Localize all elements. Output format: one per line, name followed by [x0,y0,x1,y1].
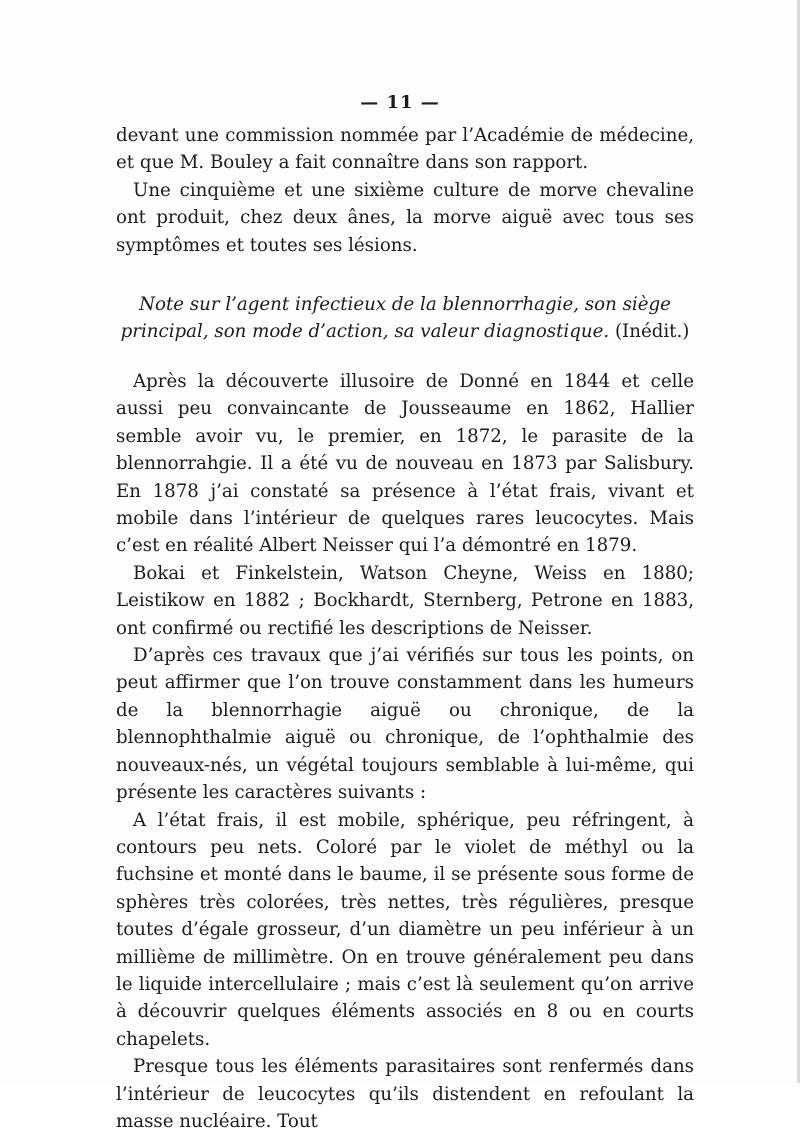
paragraph-discovery-history: Après la découverte illusoire de Donné en 1844 et celle aussi peu convaincante de Jousseaume en 1862, Hallier semble avoir vu, le premier, en 1872, le parasite de la blennorrahgie. Il a été vu de nouveau en 1873 par Salisbury. En 1878 j’ai constaté sa présence à l’état frais, vivant et mobile dans l’intérieur de quelques rares leucocytes. Mais c’est en réalité Albert Neisser qui l’a démontré en 1879. [116,371,694,557]
heading-title: Note sur l’agent infectieux de la blennorrhagie, son siège principal, son mode d’action, sa valeur diagnostique. [120,294,671,343]
paragraph-findings: D’après ces travaux que j’ai vérifiés sur tous les points, on peut affirmer que l’on trouve constamment dans les humeurs de la blennorrhagie aiguë ou chronique, de la blennophthalmie aiguë ou chronique, de l’ophthalmie des nouveaux-nés, un végétal toujours semblable à lui-même, qui présente les caractères suivants : [116,645,694,804]
body-text-block [116,368,694,1135]
section-heading [116,291,694,346]
top-text-block [116,122,694,259]
paragraph-confirmations: Bokai et Finkelstein, Watson Cheyne, Weiss en 1880; Leistikow en 1882 ; Bockhardt, Sternberg, Petrone en 1883, ont confirmé ou rectifié les descriptions de Neisser. [116,562,694,639]
paragraph-characteristics: A l’état frais, il est mobile, sphérique, peu réfringent, à contours peu nets. Coloré par le violet de méthyl ou la fuchsine et monté dans le baume, il se présente sous forme de sphères très colorées, très nettes, très régulières, presque toutes d’égale grosseur, d’un diamètre un peu inférieur à un millième de millimètre. On en trouve généralement peu dans le liquide intercellulaire ; mais c’est là seulement qu’on arrive à découvrir quelques éléments associés en 8 ou en courts chapelets. [116,809,694,1050]
paragraph-leucocytes: Presque tous les éléments parasitaires sont renfermés dans l’intérieur de leucocytes qu’ils distendent en refoulant la masse nucléaire. Tout [116,1056,694,1132]
page-number: — 11 — [360,92,440,113]
paragraph-continued: devant une commission nommée par l’Académie de médecine, et que M. Bouley a fait connaître dans son rapport. [116,125,694,174]
heading-note: (Inédit.) [614,321,690,343]
paragraph-morve-culture: Une cinquième et une sixième culture de morve chevaline ont produit, chez deux ânes, la morve aiguë avec tous ses symptômes et toutes ses lésions. [116,179,694,256]
